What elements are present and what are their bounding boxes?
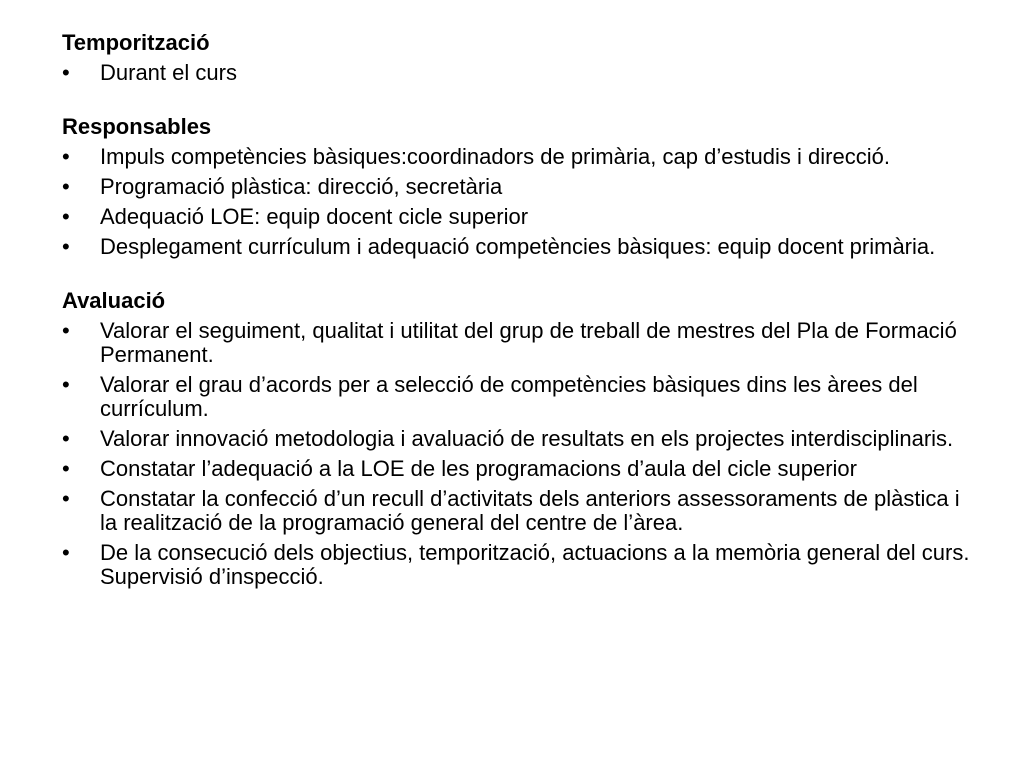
bullet-icon: • [62, 372, 70, 397]
list-item [62, 145, 982, 169]
list-item [62, 541, 982, 589]
list-item [62, 235, 982, 259]
bullet-icon: • [62, 486, 70, 511]
list-item-text: Valorar innovació metodologia i avaluació de resultats en els projectes interdisciplinaris. [100, 426, 954, 451]
section-temporitzacio [62, 30, 982, 85]
list-item [62, 373, 982, 421]
list-item [62, 457, 982, 481]
bullet-list [62, 319, 982, 589]
bullet-icon: • [62, 144, 70, 169]
bullet-icon: • [62, 174, 70, 199]
list-item-text: Valorar el seguiment, qualitat i utilitat del grup de treball de mestres del Pla de Formació Permanent. [100, 318, 957, 367]
bullet-icon: • [62, 540, 70, 565]
list-item [62, 205, 982, 229]
bullet-icon: • [62, 456, 70, 481]
list-item [62, 61, 982, 85]
list-item-text: Constatar l’adequació a la LOE de les programacions d’aula del cicle superior [100, 456, 857, 481]
bullet-icon: • [62, 318, 70, 343]
list-item-text: Desplegament currículum i adequació competències bàsiques: equip docent primària. [100, 234, 936, 259]
section-title: Temporització [62, 30, 210, 55]
list-item-text: Adequació LOE: equip docent cicle superior [100, 204, 529, 229]
bullet-icon: • [62, 234, 70, 259]
bullet-icon: • [62, 60, 70, 85]
bullet-icon: • [62, 426, 70, 451]
section-title: Avaluació [62, 288, 166, 313]
section-responsables [62, 114, 982, 259]
section-avaluacio [62, 288, 982, 589]
section-title: Responsables [62, 114, 212, 139]
list-item-text: De la consecució dels objectius, temporització, actuacions a la memòria general del curs. Supervisió d’inspecció. [100, 540, 970, 589]
list-item-text: Constatar la confecció d’un recull d’activitats dels anteriors assessoraments de plàstica i la realització de la programació general del centre de l’àrea. [100, 486, 960, 535]
list-item-text: Impuls competències bàsiques:coordinadors de primària, cap d’estudis i direcció. [100, 144, 890, 169]
slide-content [62, 30, 982, 618]
list-item [62, 427, 982, 451]
bullet-list [62, 145, 982, 259]
list-item-text: Durant el curs [100, 60, 237, 85]
list-item [62, 319, 982, 367]
bullet-icon: • [62, 204, 70, 229]
list-item [62, 487, 982, 535]
bullet-list [62, 61, 982, 85]
list-item-text: Valorar el grau d’acords per a selecció de competències bàsiques dins les àrees del currículum. [100, 372, 918, 421]
list-item-text: Programació plàstica: direcció, secretària [100, 174, 503, 199]
list-item [62, 175, 982, 199]
